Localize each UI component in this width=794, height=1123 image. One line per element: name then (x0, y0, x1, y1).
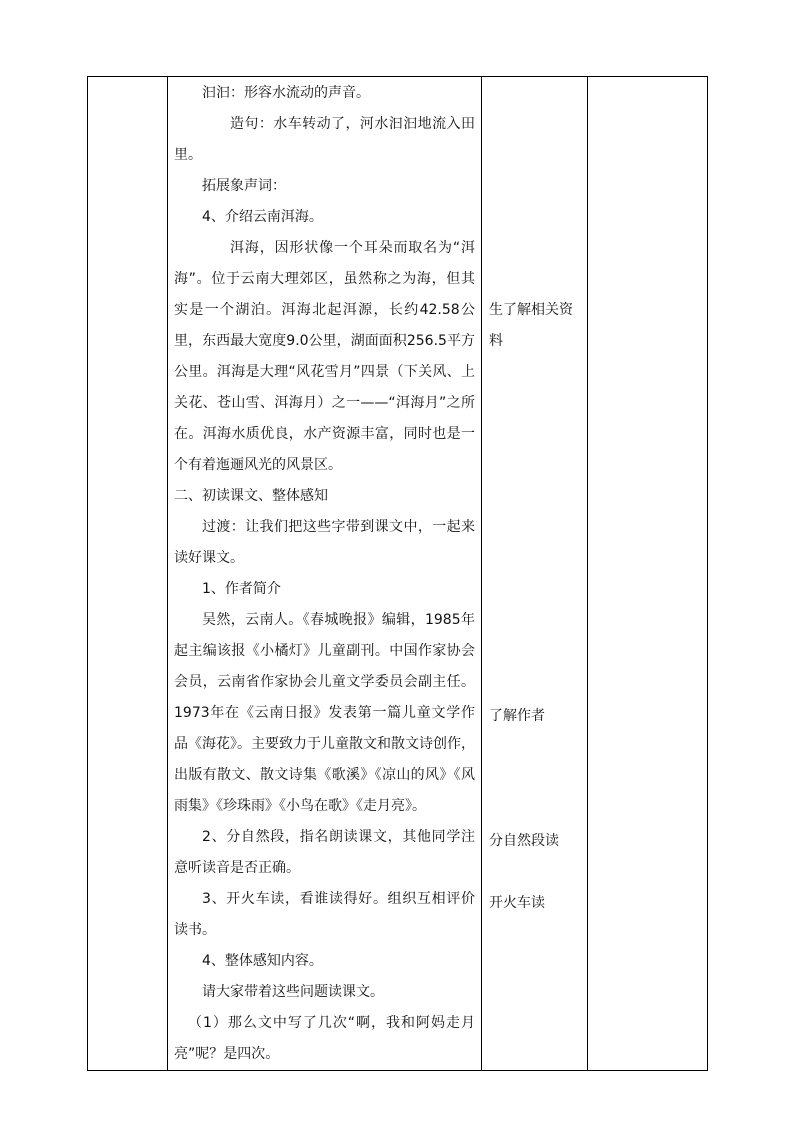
reading-instruction: 请大家带着这些问题读课文。 (202, 984, 384, 1000)
step-paragraph-reading: 2、分自然段，指名朗读课文，其他同学注意听读音是否正确。 (174, 829, 475, 876)
left-empty-cell (88, 77, 168, 1071)
teaching-process-cell (168, 77, 482, 1071)
step-overall-perception: 4、整体感知内容。 (202, 953, 323, 969)
gugu-sentence-example: 造句：水车转动了，河水汩汩地流入田里。 (174, 116, 475, 163)
step-train-reading: 3、开火车读，看谁读得好。组织互相评价读书。 (174, 891, 475, 938)
lesson-plan-table (87, 76, 708, 1071)
note-paragraph-reading: 分自然段读 (489, 833, 559, 849)
gugu-definition: 汩汩：形容水流动的声音。 (202, 85, 370, 101)
right-empty-cell (588, 77, 708, 1071)
transition-paragraph: 过渡：让我们把这些字带到课文中，一起来读好课文。 (174, 519, 475, 566)
author-intro-heading: 1、作者简介 (202, 581, 281, 597)
erhai-intro-heading: 4、介绍云南洱海。 (202, 209, 323, 225)
note-materials: 生了解相关资料 (489, 302, 573, 349)
erhai-intro-paragraph: 洱海，因形状像一个耳朵而取名为“洱海”。位于云南大理郊区，虽然称之为海，但其实是一个湖泊。洱海北起洱源，长约42.58公里，东西最大宽度9.0公里，湖面面积256.5平方公里。洱海是大理“风花雪月”四景（下关风、上关花、苍山雪、洱海月）之一——“洱海月”之所在。洱海水质优良，水产资源丰富，同时也是一个有着迤逦风光的风景区。 (174, 240, 475, 473)
onomatopoeia-extension: 拓展象声词： (202, 178, 286, 194)
author-intro-paragraph: 吴然，云南人。《春城晚报》编辑，1985年起主编该报《小橘灯》儿童副刊。中国作家协会会员，云南省作家协会儿童文学委员会副主任。1973年在《云南日报》发表第一篇儿童文学作品《海花》。主要致力于儿童散文和散文诗创作，出版有散文、散文诗集《歌溪》《凉山的风》《风雨集》《珍珠雨》《小鸟在歌》《走月亮》。 (174, 612, 475, 814)
student-activity-cell (482, 77, 588, 1071)
question-one: （1）那么文中写了几次“啊，我和阿妈走月亮”呢？是四次。 (174, 1015, 475, 1062)
table-row (88, 77, 708, 1071)
note-train-reading: 开火车读 (489, 895, 545, 911)
section-heading-first-reading: 二、初读课文、整体感知 (174, 488, 328, 504)
teaching-process-text (168, 77, 481, 1070)
note-author: 了解作者 (489, 708, 545, 724)
